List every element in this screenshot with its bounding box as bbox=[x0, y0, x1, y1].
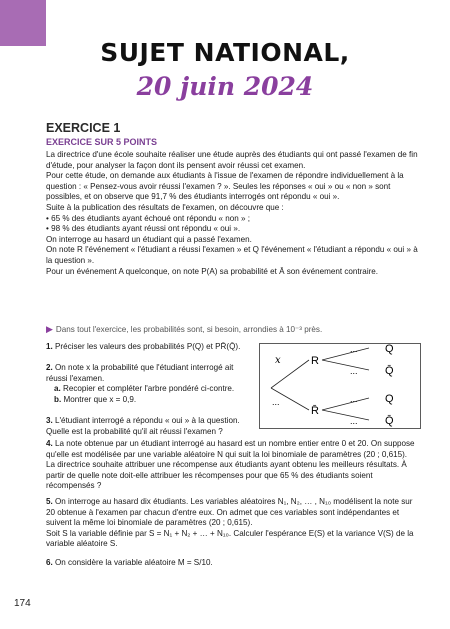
node-rbar: R̄ bbox=[311, 405, 319, 417]
question-5: 5. On interroge au hasard dix étudiants. Les variables aléatoires N₁, N₂, … , N₁₀ modélisent la note sur 20 obtenue à l'examen par chacun d'entre eux. On admet que ces variables sont indépendantes et suivent la même loi binomiale de paramètres (20 ; 0,615). Soit S la variable définie par S = N₁ + N₂ + … + N₁₀. Calculer l'espérance E(S) et la variance V(S) de la variable aléatoire S. bbox=[46, 497, 418, 550]
intro-paragraph: Pour cette étude, on demande aux étudiants à l'issue de l'examen de répondre individuellement à la question : « Pensez-vous avoir réussi l'examen ? ». Seules les réponses « oui » ou « non » sont possibles, et on observe que 91,7 % des étudiants interrogés ont répondu « oui ». bbox=[46, 171, 404, 202]
intro-paragraph: On interroge au hasard un étudiant qui a passé l'examen. bbox=[46, 234, 252, 244]
question-3: 3. L'étudiant interrogé a répondu « oui » à la question. Quelle est la probabilité qu'il ait réussi l'examen ? bbox=[46, 416, 240, 436]
leaf-qbar: Q̄ bbox=[385, 415, 394, 427]
question-6: 6. On considère la variable aléatoire M = S/10. bbox=[46, 558, 213, 567]
weight-r-qbar: ... bbox=[350, 366, 358, 376]
weight-root-top: x bbox=[275, 355, 281, 366]
note-text: Dans tout l'exercice, les probabilités sont, si besoin, arrondies à 10⁻³ près. bbox=[55, 325, 323, 334]
intro-text bbox=[46, 150, 418, 277]
page-date: 20 juin 2024 bbox=[136, 72, 314, 101]
page-number: 174 bbox=[14, 598, 31, 609]
intro-bullet: • 65 % des étudiants ayant échoué ont répondu « non » ; bbox=[46, 213, 250, 223]
exercise-title: EXERCICE 1 bbox=[46, 121, 121, 135]
weight-r-q: ... bbox=[350, 344, 358, 354]
leaf-q: Q bbox=[385, 343, 394, 355]
tree-frame bbox=[260, 344, 421, 429]
question-1: 1. Préciser les valeurs des probabilités P(Q) et PR̄(Q̄). bbox=[46, 342, 241, 351]
intro-paragraph: On note R l'événement « l'étudiant a réussi l'examen » et Q l'événement « l'étudiant a répondu « oui » à la question ». bbox=[46, 245, 418, 265]
leaf-qbar: Q̄ bbox=[385, 365, 394, 377]
branch-rbar-q bbox=[322, 398, 369, 410]
rounding-note bbox=[46, 324, 426, 335]
branch-r-qbar bbox=[322, 360, 369, 370]
intro-paragraph: Suite à la publication des résultats de l'examen, on découvre que : bbox=[46, 202, 284, 212]
node-r: R bbox=[311, 355, 319, 367]
probability-tree bbox=[259, 343, 421, 429]
leaf-q: Q bbox=[385, 393, 394, 405]
question-5-part2: Soit S la variable définie par S = N₁ + N₂ + … + N₁₀. Calculer l'espérance E(S) et la variance V(S) de la variable aléatoire S. bbox=[46, 528, 414, 549]
triangle-icon: ▶ bbox=[46, 324, 53, 334]
intro-bullet: • 98 % des étudiants ayant réussi ont répondu « oui ». bbox=[46, 224, 241, 234]
exercise-subtitle: EXERCICE SUR 5 POINTS bbox=[46, 137, 158, 147]
question-2: 2. On note x la probabilité que l'étudiant interrogé ait réussi l'examen. a. Recopier et compléter l'arbre pondéré ci-contre. b. Montrer que x = 0,9. bbox=[46, 363, 256, 405]
question-2a: a. Recopier et compléter l'arbre pondéré ci-contre. bbox=[54, 384, 235, 394]
weight-rbar-q: ... bbox=[350, 394, 358, 404]
branch-r-q bbox=[322, 348, 369, 360]
weight-root-bottom: ... bbox=[272, 397, 280, 407]
page-title: SUJET NATIONAL, bbox=[100, 38, 350, 67]
branch-rbar-qbar bbox=[322, 410, 369, 420]
weight-rbar-qbar: ... bbox=[350, 416, 358, 426]
question-2b: b. Montrer que x = 0,9. bbox=[54, 394, 137, 404]
intro-paragraph: Pour un événement A quelconque, on note P(A) sa probabilité et Ā son événement contraire. bbox=[46, 266, 379, 276]
intro-paragraph: La directrice d'une école souhaite réaliser une étude auprès des étudiants qui ont passé l'examen de fin d'étude, pour analyser la façon dont ils pensent avoir réussi cet examen. bbox=[46, 150, 418, 170]
question-4: 4. La note obtenue par un étudiant interrogé au hasard est un nombre entier entre 0 et 20. On suppose qu'elle est modélisée par une variable aléatoire N qui suit la loi binomiale de paramètres (20 ; 0,615). La directrice souhaite attribuer une récompense aux étudiants ayant obtenu les meilleurs résultats. À partir de quelle note doit-elle attribuer les récompenses pour que 65 % des étudiants soient récompensés ? bbox=[46, 439, 415, 491]
